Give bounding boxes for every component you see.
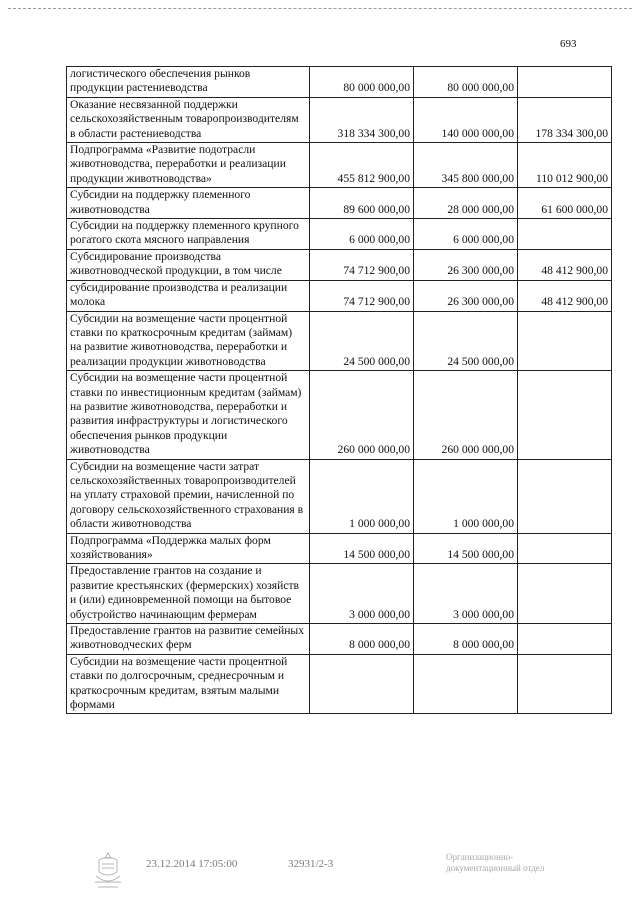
row-col2-cell xyxy=(414,654,518,714)
row-col2-cell: 140 000 000,00 xyxy=(414,97,518,142)
row-total-cell: 80 000 000,00 xyxy=(310,67,414,98)
table-row xyxy=(67,219,612,250)
top-scan-line xyxy=(8,8,632,9)
footer-timestamp: 23.12.2014 17:05:00 xyxy=(146,858,238,870)
table-row xyxy=(67,624,612,655)
row-name-cell: Предоставление грантов на создание и развитие крестьянских (фермерских) хозяйств и (или) единовременной помощи на бытовое обустройство начинающим фермерам xyxy=(67,564,310,624)
row-total-cell: 74 712 900,00 xyxy=(310,280,414,311)
row-col2-cell: 14 500 000,00 xyxy=(414,533,518,564)
row-col3-cell xyxy=(518,564,612,624)
table-row xyxy=(67,143,612,188)
row-name-cell: Предоставление грантов на развитие семейных животноводческих ферм xyxy=(67,624,310,655)
row-name-cell: Субсидии на возмещение части процентной ставки по краткосрочным кредитам (займам) на развитие животноводства, переработки и реализации продукции животноводства xyxy=(67,311,310,371)
row-col2-cell: 3 000 000,00 xyxy=(414,564,518,624)
footer-document-code: 32931/2-3 xyxy=(288,858,334,870)
row-col3-cell: 48 412 900,00 xyxy=(518,280,612,311)
row-total-cell: 6 000 000,00 xyxy=(310,219,414,250)
table-row xyxy=(67,249,612,280)
row-total-cell: 14 500 000,00 xyxy=(310,533,414,564)
table-row xyxy=(67,188,612,219)
table-row xyxy=(67,97,612,142)
row-name-cell: Подпрограмма «Поддержка малых форм хозяйствования» xyxy=(67,533,310,564)
department-stamp: Организационно-документационный отдел xyxy=(446,852,545,873)
row-total-cell xyxy=(310,654,414,714)
row-col2-cell: 26 300 000,00 xyxy=(414,280,518,311)
row-total-cell: 260 000 000,00 xyxy=(310,371,414,459)
row-col3-cell: 178 334 300,00 xyxy=(518,97,612,142)
row-col3-cell xyxy=(518,219,612,250)
row-total-cell: 455 812 900,00 xyxy=(310,143,414,188)
table-row xyxy=(67,311,612,371)
row-col3-cell: 61 600 000,00 xyxy=(518,188,612,219)
row-col2-cell: 345 800 000,00 xyxy=(414,143,518,188)
row-col3-cell: 110 012 900,00 xyxy=(518,143,612,188)
row-col2-cell: 28 000 000,00 xyxy=(414,188,518,219)
row-col2-cell: 8 000 000,00 xyxy=(414,624,518,655)
row-total-cell: 1 000 000,00 xyxy=(310,459,414,533)
row-col3-cell: 48 412 900,00 xyxy=(518,249,612,280)
row-name-cell: Подпрограмма «Развитие подотрасли животноводства, переработки и реализации продукции животноводства» xyxy=(67,143,310,188)
budget-table xyxy=(66,66,612,714)
row-total-cell: 8 000 000,00 xyxy=(310,624,414,655)
row-name-cell: Субсидии на возмещение части затрат сельскохозяйственных товаропроизводителей на уплату страховой премии, начисленной по договору сельскохозяйственного страхования в области животноводства xyxy=(67,459,310,533)
row-total-cell: 318 334 300,00 xyxy=(310,97,414,142)
table-row xyxy=(67,67,612,98)
table-row xyxy=(67,564,612,624)
row-name-cell: Субсидирование производства животноводческой продукции, в том числе xyxy=(67,249,310,280)
table-row xyxy=(67,533,612,564)
emblem-icon xyxy=(90,850,126,892)
row-col3-cell xyxy=(518,624,612,655)
budget-table-body xyxy=(67,67,612,714)
row-col2-cell: 24 500 000,00 xyxy=(414,311,518,371)
row-col3-cell xyxy=(518,67,612,98)
row-col3-cell xyxy=(518,311,612,371)
row-name-cell: логистического обеспечения рынков продукции растениеводства xyxy=(67,67,310,98)
row-col3-cell xyxy=(518,459,612,533)
row-col3-cell xyxy=(518,371,612,459)
row-total-cell: 24 500 000,00 xyxy=(310,311,414,371)
row-total-cell: 89 600 000,00 xyxy=(310,188,414,219)
row-total-cell: 3 000 000,00 xyxy=(310,564,414,624)
row-name-cell: Субсидии на поддержку племенного крупного рогатого скота мясного направления xyxy=(67,219,310,250)
row-total-cell: 74 712 900,00 xyxy=(310,249,414,280)
row-col2-cell: 1 000 000,00 xyxy=(414,459,518,533)
table-row xyxy=(67,459,612,533)
table-row xyxy=(67,654,612,714)
table-row xyxy=(67,371,612,459)
row-col2-cell: 6 000 000,00 xyxy=(414,219,518,250)
row-col2-cell: 80 000 000,00 xyxy=(414,67,518,98)
row-name-cell: Оказание несвязанной поддержки сельскохозяйственным товаропроизводителям в области растениеводства xyxy=(67,97,310,142)
row-col3-cell xyxy=(518,533,612,564)
row-name-cell: Субсидии на возмещение части процентной ставки по инвестиционным кредитам (займам) на развитие животноводства, переработки и развития инфраструктуры и логистического обеспечения рынков продукции животноводства xyxy=(67,371,310,459)
table-row xyxy=(67,280,612,311)
row-col2-cell: 260 000 000,00 xyxy=(414,371,518,459)
row-name-cell: Субсидии на поддержку племенного животноводства xyxy=(67,188,310,219)
row-col3-cell xyxy=(518,654,612,714)
page-number: 693 xyxy=(560,38,577,50)
row-col2-cell: 26 300 000,00 xyxy=(414,249,518,280)
row-name-cell: субсидирование производства и реализации молока xyxy=(67,280,310,311)
row-name-cell: Субсидии на возмещение части процентной ставки по долгосрочным, среднесрочным и краткосрочным кредитам, взятым малыми формами xyxy=(67,654,310,714)
